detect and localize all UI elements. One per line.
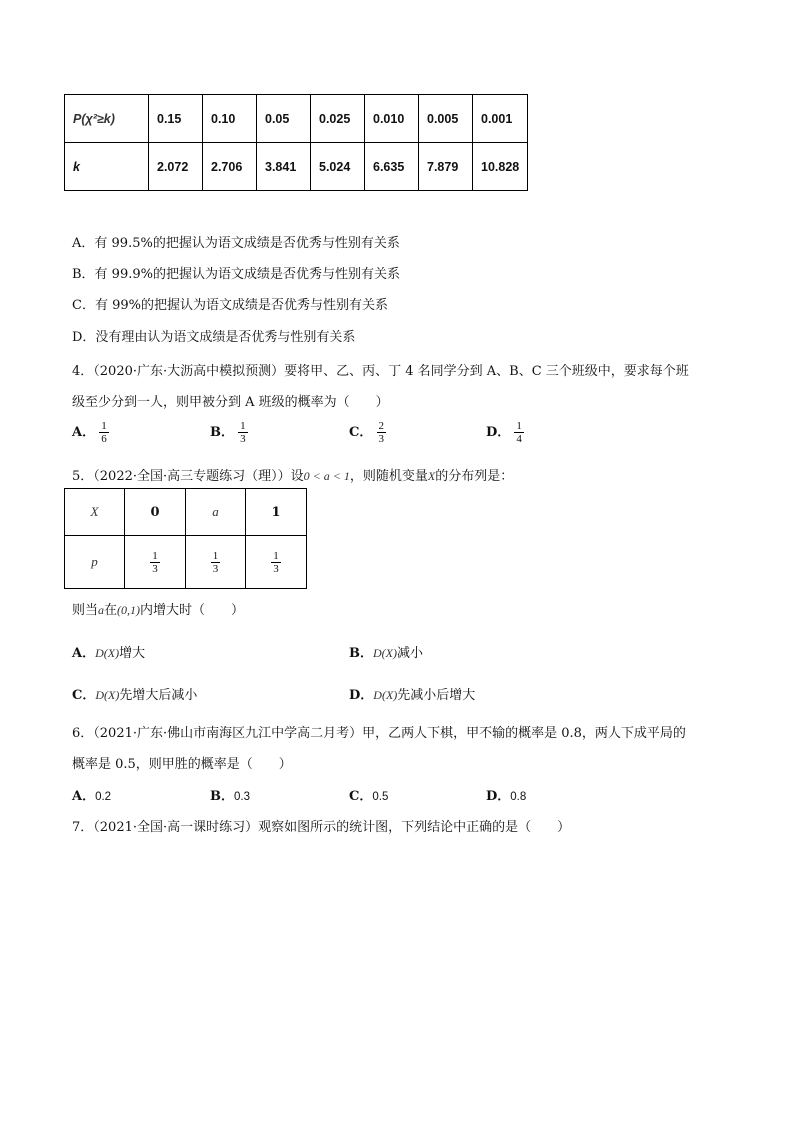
q6-option-b: B．0.3 (210, 789, 250, 804)
table-cell: 6.635 (365, 143, 419, 191)
table-cell: 0.025 (311, 95, 365, 143)
table-row (65, 489, 307, 536)
table-cell: 0.15 (149, 95, 203, 143)
table-row (65, 95, 528, 143)
distribution-table (64, 488, 307, 589)
q3-option-a: A．有 99.5%的把握认为语文成绩是否优秀与性别有关系 (72, 236, 400, 251)
fraction: $\frac{1}{3}$ (273, 549, 279, 575)
q6-stem-line1: 6．（2021·广东·佛山市南海区九江中学高二月考）甲，乙两人下棋，甲不输的概率是 0.8，两人下成平局的 (72, 726, 686, 741)
q4-option-c (349, 420, 386, 445)
q6-option-d: D．0.8 (486, 789, 527, 804)
fraction: $\frac{2}{3}$ (378, 420, 384, 445)
table-cell (246, 536, 307, 589)
q6-option-c: C．0.5 (349, 789, 389, 804)
fraction: $\frac{1}{6}$ (101, 420, 107, 445)
fraction: $\frac{1}{3}$ (212, 549, 219, 575)
q7-stem: 7．（2021·全国·高一课时练习）观察如图所示的统计图，下列结论中正确的是（ ） (72, 820, 571, 835)
table-cell: 0.010 (365, 95, 419, 143)
table-cell: 1 (246, 489, 307, 536)
table-cell: a (186, 489, 246, 536)
q3-option-c: C．有 99%的把握认为语文成绩是否优秀与性别有关系 (72, 298, 388, 313)
q4-stem-line1: 4．（2020·广东·大沥高中模拟预测）要将甲、乙、丙、丁 4 名同学分到 A、B、C 三个班级中，要求每个班 (72, 364, 689, 379)
q5-option-d: D．D(X)先减小后增大 (349, 688, 476, 703)
q6-option-a: A．0.2 (72, 789, 112, 804)
table-cell: 2.072 (149, 143, 203, 191)
table-cell: 5.024 (311, 143, 365, 191)
q5-option-b: B．D(X)减小 (349, 646, 424, 661)
table-cell: 0.001 (473, 95, 528, 143)
table-header-cell: p (65, 536, 125, 589)
q4-option-d (486, 420, 524, 445)
table-cell: 10.828 (473, 143, 528, 191)
table-cell: 3.841 (257, 143, 311, 191)
table-cell (186, 536, 246, 589)
fraction: $\frac{1}{3}$ (152, 549, 158, 575)
table-cell: 0.10 (203, 95, 257, 143)
table-cell: 0.05 (257, 95, 311, 143)
q6-stem-line2: 概率是 0.5，则甲胜的概率是（ ） (72, 757, 292, 772)
q5-option-a: A．D(X)增大 (72, 646, 146, 661)
option-label: B． (210, 425, 234, 440)
table-header-cell: k (65, 143, 149, 191)
table-row (65, 143, 528, 191)
q4-option-a (72, 420, 109, 445)
option-label: A． (72, 425, 96, 440)
table-cell: 2.706 (203, 143, 257, 191)
q3-option-b: B．有 99.9%的把握认为语文成绩是否优秀与性别有关系 (72, 267, 400, 282)
q5-stem: 5．（2022·全国·高三专题练习（理））设0 < a < 1，则随机变量X的分布列是： (72, 469, 514, 484)
fraction: $\frac{1}{3}$ (240, 420, 246, 445)
table-cell: 0.005 (419, 95, 473, 143)
table-cell (125, 536, 186, 589)
q5-option-c: C．D(X)先增大后减小 (72, 688, 198, 703)
q5-followup: 则当a在(0,1)内增大时（ ） (72, 603, 245, 618)
table-cell: 0 (125, 489, 186, 536)
table-cell: 7.879 (419, 143, 473, 191)
critical-value-table (64, 94, 528, 191)
q3-option-d: D．没有理由认为语文成绩是否优秀与性别有关系 (72, 330, 356, 345)
option-label: D． (486, 425, 511, 440)
q4-stem-line2: 级至少分到一人，则甲被分到 A 班级的概率为（ ） (72, 395, 389, 410)
table-row (65, 536, 307, 589)
option-label: C． (349, 425, 373, 440)
q4-option-b (210, 420, 248, 445)
table-header-cell: X (65, 489, 125, 536)
fraction: $\frac{1}{4}$ (516, 420, 522, 445)
table-header-cell: P(χ²≥k) (65, 95, 149, 143)
